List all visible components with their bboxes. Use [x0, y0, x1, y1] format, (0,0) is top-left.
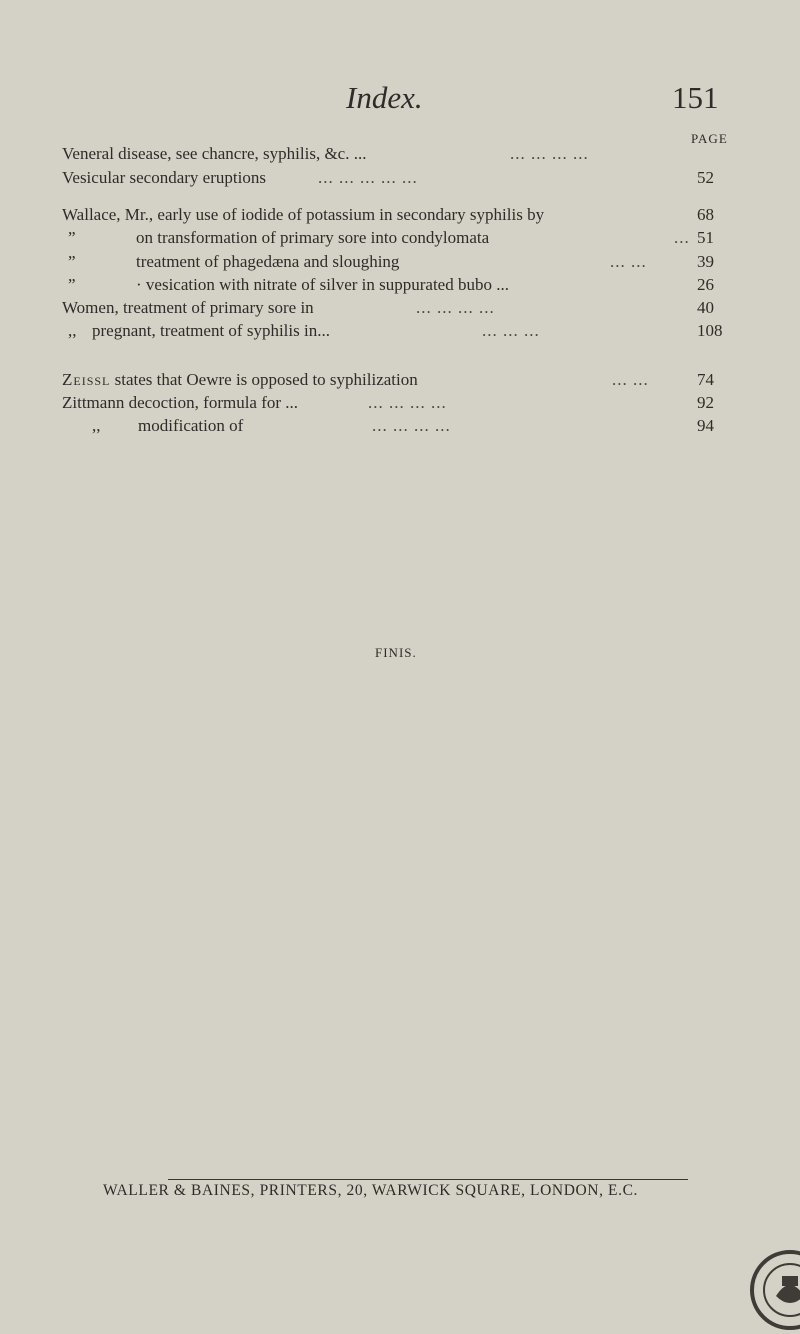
- index-entry: [62, 296, 737, 320]
- entry-page: 52: [697, 168, 714, 187]
- entry-text: Women, treatment of primary sore in: [62, 298, 314, 317]
- entry-page: 92: [697, 393, 714, 412]
- index-entry: [62, 319, 737, 343]
- index-entry: [62, 142, 737, 166]
- ditto-mark: ”: [68, 228, 76, 247]
- running-head-title: Index.: [346, 80, 423, 115]
- index-entry: [62, 226, 737, 250]
- entry-page: 40: [697, 298, 714, 317]
- entry-text: modification of: [138, 416, 244, 435]
- index-entry: [62, 166, 737, 190]
- index-entry: [62, 203, 737, 227]
- index-entry: [62, 414, 737, 438]
- leader-dots: ... ... ... ...: [416, 298, 495, 317]
- index-entry: [62, 391, 737, 415]
- leader-dots: ... ... ... ...: [372, 416, 451, 435]
- leader-dots: ... ... ...: [482, 321, 540, 340]
- finis-label: FINIS.: [375, 645, 417, 660]
- footer-rule: [168, 1179, 688, 1180]
- leader-dots: ... ... ... ...: [510, 144, 589, 163]
- entry-page: 39: [697, 252, 714, 271]
- entry-text-rest: states that Oewre is opposed to syphilization: [110, 370, 418, 389]
- entry-page: 108: [697, 321, 723, 340]
- entry-lead-name: Zeissl: [62, 370, 111, 389]
- ditto-mark: ”: [68, 252, 76, 271]
- leader-dots: ... ... ... ... ...: [318, 168, 418, 187]
- library-stamp-icon: [748, 1244, 800, 1334]
- index-entry: [62, 273, 737, 297]
- leader-dots: ... ...: [610, 252, 647, 271]
- printer-imprint: WALLER & BAINES, PRINTERS, 20, WARWICK SQUARE, LONDON, E.C.: [103, 1182, 638, 1199]
- leader-dots: ...: [674, 228, 690, 247]
- page-column-label: PAGE: [691, 131, 728, 146]
- page-number: 151: [672, 80, 719, 115]
- index-entry: [62, 368, 737, 392]
- entry-page: 74: [697, 370, 714, 389]
- entry-text: Veneral disease, see chancre, syphilis, &c. ...: [62, 144, 367, 163]
- ditto-mark: ”: [68, 275, 76, 294]
- entry-text: on transformation of primary sore into condylomata: [136, 228, 490, 247]
- entry-text: · vesication with nitrate of silver in suppurated bubo ...: [136, 275, 509, 294]
- entry-text: Wallace, Mr., early use of iodide of potassium in secondary syphilis by: [62, 205, 545, 224]
- entry-text: treatment of phagedæna and sloughing: [136, 252, 400, 271]
- entry-text: Zittmann decoction, formula for ...: [62, 393, 299, 412]
- entry-text: Vesicular secondary eruptions: [62, 168, 266, 187]
- entry-text: pregnant, treatment of syphilis in...: [92, 321, 330, 340]
- entry-text: [62, 368, 418, 392]
- entry-page: 68: [697, 205, 714, 224]
- index-entry: [62, 250, 737, 274]
- ditto-mark: ,,: [68, 321, 77, 340]
- entry-page: 94: [697, 416, 714, 435]
- ditto-mark: ,,: [92, 416, 101, 435]
- leader-dots: ... ...: [612, 370, 649, 389]
- entry-page: 26: [697, 275, 714, 294]
- entry-page: 51: [697, 228, 714, 247]
- leader-dots: ... ... ... ...: [368, 393, 447, 412]
